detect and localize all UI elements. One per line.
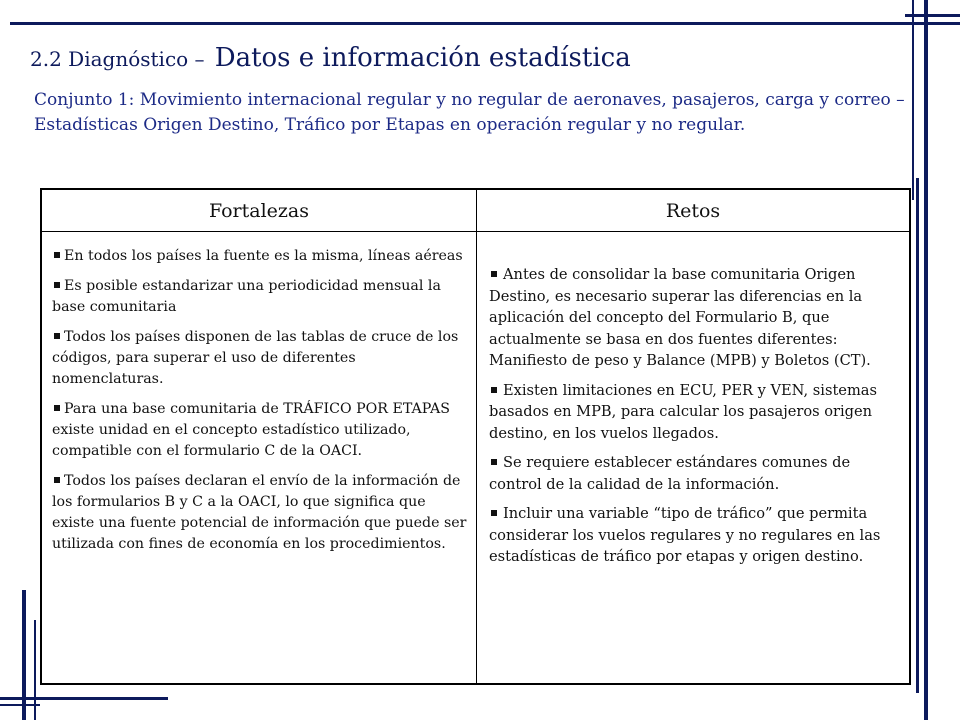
title-main: Datos e información estadística (214, 43, 631, 73)
fortaleza-item (52, 471, 468, 555)
retos-list (489, 264, 901, 568)
square-bullet-icon (54, 333, 60, 339)
fortaleza-text: Todos los países declaran el envío de la información de los formularios B y C a la OACI, lo que significa que existe una fuente potencial de información que puede ser utilizada con fines de economía en los procedimientos. (52, 473, 467, 552)
reto-text: Antes de consolidar la base comunitaria Origen Destino, es necesario superar las diferencias en la aplicación del concepto del Formulario B, que actualmente se basa en dos fuentes diferentes: Manifiesto de peso y Balance (MPB) y Boletos (CT). (489, 266, 871, 369)
fortaleza-text: Todos los países disponen de las tablas de cruce de los códigos, para superar el uso de diferentes nomenclaturas. (52, 329, 459, 387)
square-bullet-icon (54, 477, 60, 483)
fortaleza-text: Es posible estandarizar una periodicidad mensual la base comunitaria (52, 278, 441, 315)
fortaleza-item (52, 276, 468, 318)
square-bullet-icon (491, 387, 497, 393)
square-bullet-icon (54, 282, 60, 288)
fortaleza-text: En todos los países la fuente es la misma, líneas aéreas (64, 248, 463, 264)
frame-line-right-outer (924, 0, 928, 720)
fortaleza-text: Para una base comunitaria de TRÁFICO POR ETAPAS existe unidad en el concepto estadístico utilizado, compatible con el formulario C de la OACI. (52, 401, 450, 459)
reto-text: Se requiere establecer estándares comunes de control de la calidad de la información. (489, 454, 851, 493)
fortaleza-item (52, 327, 468, 390)
reto-text: Existen limitaciones en ECU, PER y VEN, sistemas basados en MPB, para calcular los pasajeros origen destino, en los vuelos llegados. (489, 381, 877, 442)
square-bullet-icon (54, 405, 60, 411)
frame-line-right-shadow (916, 178, 919, 693)
page-subtitle: Conjunto 1: Movimiento internacional regular y no regular de aeronaves, pasajeros, carga y correo – Estadísticas Origen Destino, Tráfico por Etapas en operación regular y no regular. (34, 90, 905, 135)
page-title (30, 36, 631, 74)
reto-item (489, 264, 901, 372)
fortaleza-item (52, 246, 468, 267)
reto-item (489, 452, 901, 495)
retos-cell (477, 232, 909, 683)
frame-line-left-outer (22, 590, 26, 720)
reto-text: Incluir una variable “tipo de tráfico” que permita considerar los vuelos regulares y no regulares en las estadísticas de tráfico por etapas y origen destino. (489, 505, 881, 565)
reto-item (489, 503, 901, 568)
fortalezas-retos-table (40, 188, 911, 685)
square-bullet-icon (491, 459, 497, 465)
frame-line-bottom (0, 697, 168, 700)
frame-line-top (10, 22, 960, 25)
title-prefix: 2.2 Diagnóstico – (30, 47, 205, 71)
reto-item (489, 380, 901, 445)
fortalezas-list (52, 246, 468, 555)
square-bullet-icon (54, 252, 60, 258)
frame-line-bottom-accent (0, 704, 40, 706)
header-fortalezas: Fortalezas (42, 190, 477, 232)
header-retos: Retos (477, 190, 909, 232)
square-bullet-icon (491, 510, 497, 516)
fortaleza-item (52, 399, 468, 462)
fortalezas-cell (42, 232, 477, 683)
square-bullet-icon (491, 271, 497, 277)
